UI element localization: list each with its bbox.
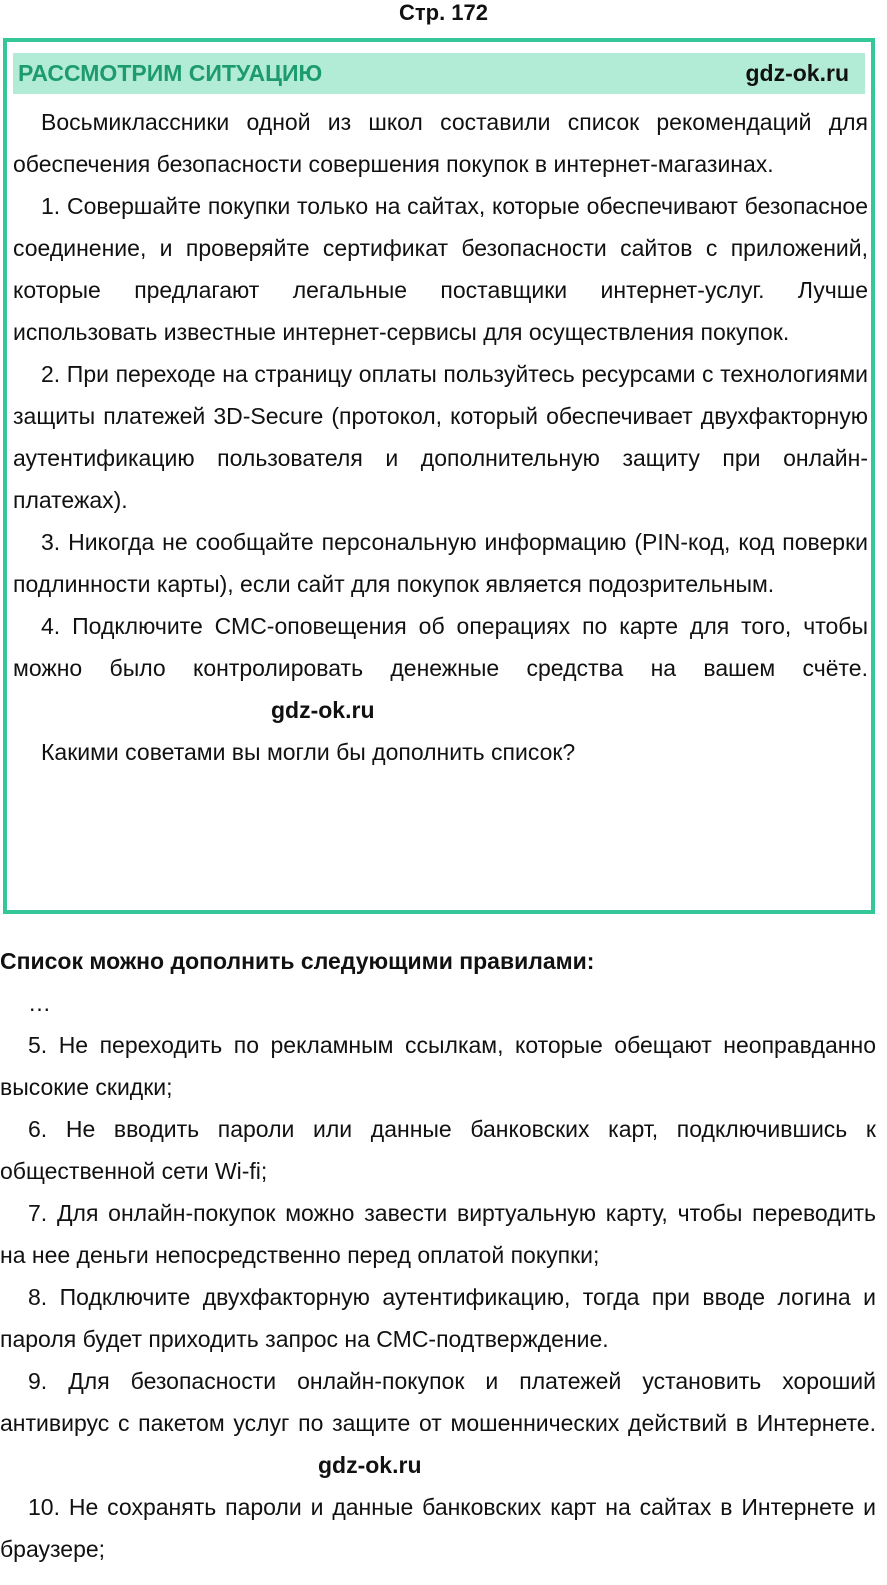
task-box [3, 38, 875, 914]
solution-item-9 [0, 1360, 876, 1486]
header-watermark: gdz-ok.ru [745, 60, 849, 86]
task-heading: РАССМОТРИМ СИТУАЦИЮ [18, 60, 323, 86]
task-item-2: 2. При переходе на страницу оплаты пользуйтесь ресурсами с технологиями защиты платежей 3D-Secure (протокол, который обеспечивает двухфакторную аутентификацию пользователя и дополнительную защиту при онлайн-платежах). [13, 361, 868, 513]
task-intro: Восьмиклассники одной из школ составили список рекомендаций для обеспечения безопасности совершения покупок в интернет-магазинах. [13, 109, 868, 177]
page-title: Стр. 172 [398, 0, 489, 25]
solution-item-10: 10. Не сохранять пароли и данные банковских карт на сайтах в Интернете и браузере; [0, 1494, 876, 1562]
solution-ellipsis: … [28, 990, 51, 1016]
task-header [13, 53, 865, 94]
solution-item-7: 7. Для онлайн-покупок можно завести виртуальную карту, чтобы переводить на нее деньги непосредственно перед оплатой покупки; [0, 1200, 876, 1268]
task-item-4 [13, 605, 868, 731]
item-9-watermark: gdz-ok.ru [318, 1452, 422, 1478]
solution-item-6: 6. Не вводить пароли или данные банковских карт, подключившись к общественной сети Wi-fi; [0, 1116, 876, 1184]
task-item-4-text: 4. Подключите СМС-оповещения об операциях по карте для того, чтобы можно было контролировать денежные средства на вашем счёте. [13, 613, 868, 681]
item-4-watermark: gdz-ok.ru [271, 697, 375, 723]
task-question: Какими советами вы могли бы дополнить список? [41, 739, 576, 765]
task-item-1: 1. Совершайте покупки только на сайтах, которые обеспечивают безопасное соединение, и проверяйте сертификат безопасности сайтов с приложений, которые предлагают легальные поставщики интернет-услуг. Лучше использовать известные интернет-сервисы для осуществления покупок. [13, 193, 868, 345]
solution [0, 940, 876, 1570]
solution-item-8: 8. Подключите двухфакторную аутентификацию, тогда при вводе логина и пароля будет приходить запрос на СМС-подтверждение. [0, 1284, 876, 1352]
solution-item-5: 5. Не переходить по рекламным ссылкам, которые обещают неоправданно высокие скидки; [0, 1032, 876, 1100]
task-item-3: 3. Никогда не сообщайте персональную информацию (PIN-код, код поверки подлинности карты), если сайт для покупок является подозрительным. [13, 529, 868, 597]
task-body [13, 101, 868, 773]
solution-title: Список можно дополнить следующими правилами: [0, 948, 595, 974]
solution-item-9-text: 9. Для безопасности онлайн-покупок и платежей установить хороший антивирус с пакетом услуг по защите от мошеннических действий в Интернете. [0, 1368, 876, 1436]
